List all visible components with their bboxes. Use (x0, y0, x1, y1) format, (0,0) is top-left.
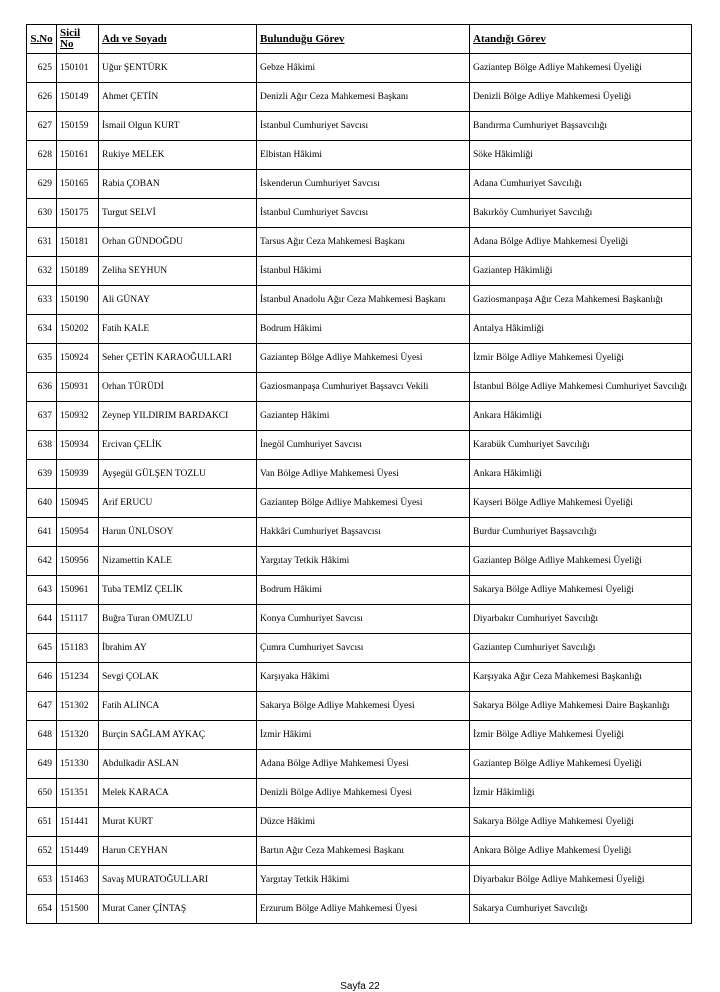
cell-sicil-no: 150175 (57, 199, 99, 228)
cell-assigned-post: İzmir Bölge Adliye Mahkemesi Üyeliği (470, 344, 692, 373)
cell-name: Rukiye MELEK (99, 141, 257, 170)
cell-sno: 651 (27, 808, 57, 837)
cell-name: Fatih KALE (99, 315, 257, 344)
cell-name: Ahmet ÇETİN (99, 83, 257, 112)
cell-current-post: Denizli Bölge Adliye Mahkemesi Üyesi (257, 779, 470, 808)
cell-assigned-post: Karabük Cumhuriyet Savcılığı (470, 431, 692, 460)
table-row (27, 779, 692, 808)
table-row (27, 489, 692, 518)
cell-name: Ayşegül GÜLŞEN TOZLU (99, 460, 257, 489)
cell-sicil-no: 150101 (57, 54, 99, 83)
cell-assigned-post: Karşıyaka Ağır Ceza Mahkemesi Başkanlığı (470, 663, 692, 692)
cell-current-post: Konya Cumhuriyet Savcısı (257, 605, 470, 634)
header-assigned-post: Atandığı Görev (470, 25, 692, 54)
cell-current-post: Karşıyaka Hâkimi (257, 663, 470, 692)
cell-sno: 626 (27, 83, 57, 112)
cell-sno: 645 (27, 634, 57, 663)
cell-name: Murat KURT (99, 808, 257, 837)
cell-current-post: Elbistan Hâkimi (257, 141, 470, 170)
cell-name: Orhan GÜNDOĞDU (99, 228, 257, 257)
cell-assigned-post: Adana Cumhuriyet Savcılığı (470, 170, 692, 199)
cell-current-post: Tarsus Ağır Ceza Mahkemesi Başkanı (257, 228, 470, 257)
cell-sno: 642 (27, 547, 57, 576)
cell-sno: 627 (27, 112, 57, 141)
cell-assigned-post: Diyarbakır Bölge Adliye Mahkemesi Üyeliği (470, 866, 692, 895)
cell-assigned-post: Gaziantep Bölge Adliye Mahkemesi Üyeliği (470, 54, 692, 83)
cell-current-post: İskenderun Cumhuriyet Savcısı (257, 170, 470, 199)
appointments-table (26, 24, 692, 924)
cell-assigned-post: Kayseri Bölge Adliye Mahkemesi Üyeliği (470, 489, 692, 518)
table-row (27, 344, 692, 373)
cell-assigned-post: Ankara Bölge Adliye Mahkemesi Üyeliği (470, 837, 692, 866)
cell-current-post: İstanbul Anadolu Ağır Ceza Mahkemesi Başkanı (257, 286, 470, 315)
cell-current-post: Bodrum Hâkimi (257, 315, 470, 344)
cell-sicil-no: 151302 (57, 692, 99, 721)
cell-sno: 647 (27, 692, 57, 721)
cell-sicil-no: 150189 (57, 257, 99, 286)
cell-current-post: Bodrum Hâkimi (257, 576, 470, 605)
cell-sno: 639 (27, 460, 57, 489)
cell-sno: 648 (27, 721, 57, 750)
table-row (27, 634, 692, 663)
cell-sno: 636 (27, 373, 57, 402)
table-row (27, 431, 692, 460)
table-row (27, 460, 692, 489)
cell-current-post: Gebze Hâkimi (257, 54, 470, 83)
cell-sicil-no: 151330 (57, 750, 99, 779)
cell-sno: 633 (27, 286, 57, 315)
cell-current-post: İstanbul Hâkimi (257, 257, 470, 286)
cell-sno: 635 (27, 344, 57, 373)
cell-sicil-no: 151449 (57, 837, 99, 866)
table-row (27, 547, 692, 576)
cell-assigned-post: Burdur Cumhuriyet Başsavcılığı (470, 518, 692, 547)
cell-sicil-no: 151234 (57, 663, 99, 692)
cell-assigned-post: Bandırma Cumhuriyet Başsavcılığı (470, 112, 692, 141)
cell-assigned-post: Sakarya Bölge Adliye Mahkemesi Üyeliği (470, 808, 692, 837)
cell-current-post: Hakkâri Cumhuriyet Başsavcısı (257, 518, 470, 547)
cell-assigned-post: Ankara Hâkimliği (470, 402, 692, 431)
cell-assigned-post: Sakarya Bölge Adliye Mahkemesi Daire Başkanlığı (470, 692, 692, 721)
cell-sicil-no: 151351 (57, 779, 99, 808)
page-number: Sayfa 22 (340, 981, 380, 992)
cell-sicil-no: 150202 (57, 315, 99, 344)
table-row (27, 170, 692, 199)
cell-assigned-post: Ankara Hâkimliği (470, 460, 692, 489)
cell-assigned-post: İstanbul Bölge Adliye Mahkemesi Cumhuriyet Savcılığı (470, 373, 692, 402)
cell-sicil-no: 151117 (57, 605, 99, 634)
cell-current-post: Düzce Hâkimi (257, 808, 470, 837)
cell-current-post: Yargıtay Tetkik Hâkimi (257, 866, 470, 895)
cell-current-post: Gaziantep Bölge Adliye Mahkemesi Üyesi (257, 489, 470, 518)
cell-sicil-no: 151500 (57, 895, 99, 924)
cell-sicil-no: 150181 (57, 228, 99, 257)
table-row (27, 895, 692, 924)
cell-current-post: Sakarya Bölge Adliye Mahkemesi Üyesi (257, 692, 470, 721)
cell-current-post: Van Bölge Adliye Mahkemesi Üyesi (257, 460, 470, 489)
cell-assigned-post: Denizli Bölge Adliye Mahkemesi Üyeliği (470, 83, 692, 112)
table-row (27, 373, 692, 402)
table-row (27, 257, 692, 286)
cell-sno: 637 (27, 402, 57, 431)
cell-name: Zeynep YILDIRIM BARDAKCI (99, 402, 257, 431)
cell-name: Nizamettin KALE (99, 547, 257, 576)
table-row (27, 402, 692, 431)
cell-sicil-no: 150934 (57, 431, 99, 460)
cell-name: Uğur ŞENTÜRK (99, 54, 257, 83)
cell-name: Sevgi ÇOLAK (99, 663, 257, 692)
table-row (27, 866, 692, 895)
cell-sno: 652 (27, 837, 57, 866)
cell-name: Murat Caner ÇİNTAŞ (99, 895, 257, 924)
cell-sno: 641 (27, 518, 57, 547)
cell-sicil-no: 151320 (57, 721, 99, 750)
cell-name: Melek KARACA (99, 779, 257, 808)
cell-name: Ali GÜNAY (99, 286, 257, 315)
cell-assigned-post: Söke Hâkimliği (470, 141, 692, 170)
table-row (27, 576, 692, 605)
cell-sno: 649 (27, 750, 57, 779)
table-row (27, 315, 692, 344)
cell-sicil-no: 150954 (57, 518, 99, 547)
cell-sicil-no: 150161 (57, 141, 99, 170)
table-row (27, 199, 692, 228)
table-row (27, 112, 692, 141)
cell-assigned-post: Gaziantep Bölge Adliye Mahkemesi Üyeliği (470, 750, 692, 779)
cell-sicil-no: 151183 (57, 634, 99, 663)
cell-sno: 644 (27, 605, 57, 634)
cell-sno: 650 (27, 779, 57, 808)
cell-sno: 634 (27, 315, 57, 344)
cell-name: Seher ÇETİN KARAOĞULLARI (99, 344, 257, 373)
cell-current-post: Yargıtay Tetkik Hâkimi (257, 547, 470, 576)
cell-assigned-post: Gaziantep Cumhuriyet Savcılığı (470, 634, 692, 663)
cell-assigned-post: Gaziosmanpaşa Ağır Ceza Mahkemesi Başkanlığı (470, 286, 692, 315)
cell-current-post: Adana Bölge Adliye Mahkemesi Üyesi (257, 750, 470, 779)
table-row (27, 605, 692, 634)
cell-name: Zeliha SEYHUN (99, 257, 257, 286)
cell-sicil-no: 150931 (57, 373, 99, 402)
cell-name: Harun ÜNLÜSOY (99, 518, 257, 547)
cell-sicil-no: 150939 (57, 460, 99, 489)
cell-name: Fatih ALINCA (99, 692, 257, 721)
cell-name: Tuba TEMİZ ÇELİK (99, 576, 257, 605)
cell-assigned-post: Antalya Hâkimliği (470, 315, 692, 344)
cell-current-post: Gaziosmanpaşa Cumhuriyet Başsavcı Vekili (257, 373, 470, 402)
table-row (27, 83, 692, 112)
cell-sicil-no: 150159 (57, 112, 99, 141)
table-row (27, 518, 692, 547)
header-name: Adı ve Soyadı (99, 25, 257, 54)
cell-sno: 638 (27, 431, 57, 460)
cell-current-post: İzmir Hâkimi (257, 721, 470, 750)
cell-sicil-no: 150190 (57, 286, 99, 315)
cell-sicil-no: 150924 (57, 344, 99, 373)
table-row (27, 141, 692, 170)
header-sicil-no: Sicil No (57, 25, 99, 54)
cell-current-post: Gaziantep Hâkimi (257, 402, 470, 431)
cell-current-post: İstanbul Cumhuriyet Savcısı (257, 199, 470, 228)
table-row (27, 837, 692, 866)
cell-assigned-post: Sakarya Bölge Adliye Mahkemesi Üyeliği (470, 576, 692, 605)
table-row (27, 286, 692, 315)
cell-current-post: İstanbul Cumhuriyet Savcısı (257, 112, 470, 141)
table-row (27, 663, 692, 692)
cell-name: Orhan TÜRÜDİ (99, 373, 257, 402)
table-row (27, 721, 692, 750)
cell-sno: 654 (27, 895, 57, 924)
cell-name: İbrahim AY (99, 634, 257, 663)
cell-sicil-no: 150961 (57, 576, 99, 605)
cell-assigned-post: Sakarya Cumhuriyet Savcılığı (470, 895, 692, 924)
table-row (27, 54, 692, 83)
cell-sno: 625 (27, 54, 57, 83)
cell-assigned-post: Bakırköy Cumhuriyet Savcılığı (470, 199, 692, 228)
cell-name: Ercivan ÇELİK (99, 431, 257, 460)
cell-assigned-post: Diyarbakır Cumhuriyet Savcılığı (470, 605, 692, 634)
table-row (27, 808, 692, 837)
cell-assigned-post: İzmir Hâkimliği (470, 779, 692, 808)
cell-current-post: Çumra Cumhuriyet Savcısı (257, 634, 470, 663)
cell-sicil-no: 150149 (57, 83, 99, 112)
cell-sno: 631 (27, 228, 57, 257)
cell-name: Rabia ÇOBAN (99, 170, 257, 199)
cell-name: Arif ERUCU (99, 489, 257, 518)
table-row (27, 750, 692, 779)
table-header-row (27, 25, 692, 54)
header-current-post: Bulunduğu Görev (257, 25, 470, 54)
cell-current-post: Denizli Ağır Ceza Mahkemesi Başkanı (257, 83, 470, 112)
cell-sno: 628 (27, 141, 57, 170)
cell-name: Buğra Turan OMUZLU (99, 605, 257, 634)
cell-sicil-no: 150932 (57, 402, 99, 431)
cell-sno: 646 (27, 663, 57, 692)
cell-assigned-post: Gaziantep Bölge Adliye Mahkemesi Üyeliği (470, 547, 692, 576)
cell-current-post: Gaziantep Bölge Adliye Mahkemesi Üyesi (257, 344, 470, 373)
cell-name: Turgut SELVİ (99, 199, 257, 228)
cell-sicil-no: 151463 (57, 866, 99, 895)
cell-current-post: İnegöl Cumhuriyet Savcısı (257, 431, 470, 460)
cell-sno: 640 (27, 489, 57, 518)
header-sno: S.No (27, 25, 57, 54)
table-row (27, 228, 692, 257)
cell-name: Savaş MURATOĞULLARI (99, 866, 257, 895)
cell-assigned-post: İzmir Bölge Adliye Mahkemesi Üyeliği (470, 721, 692, 750)
cell-name: İsmail Olgun KURT (99, 112, 257, 141)
cell-sicil-no: 151441 (57, 808, 99, 837)
cell-name: Burçin SAĞLAM AYKAÇ (99, 721, 257, 750)
cell-current-post: Bartın Ağır Ceza Mahkemesi Başkanı (257, 837, 470, 866)
cell-name: Abdulkadir ASLAN (99, 750, 257, 779)
cell-sno: 653 (27, 866, 57, 895)
cell-sno: 630 (27, 199, 57, 228)
cell-sicil-no: 150945 (57, 489, 99, 518)
cell-sno: 643 (27, 576, 57, 605)
cell-sno: 632 (27, 257, 57, 286)
table-row (27, 692, 692, 721)
cell-sicil-no: 150956 (57, 547, 99, 576)
cell-sicil-no: 150165 (57, 170, 99, 199)
cell-assigned-post: Gaziantep Hâkimliği (470, 257, 692, 286)
cell-current-post: Erzurum Bölge Adliye Mahkemesi Üyesi (257, 895, 470, 924)
cell-name: Harun CEYHAN (99, 837, 257, 866)
cell-assigned-post: Adana Bölge Adliye Mahkemesi Üyeliği (470, 228, 692, 257)
cell-sno: 629 (27, 170, 57, 199)
